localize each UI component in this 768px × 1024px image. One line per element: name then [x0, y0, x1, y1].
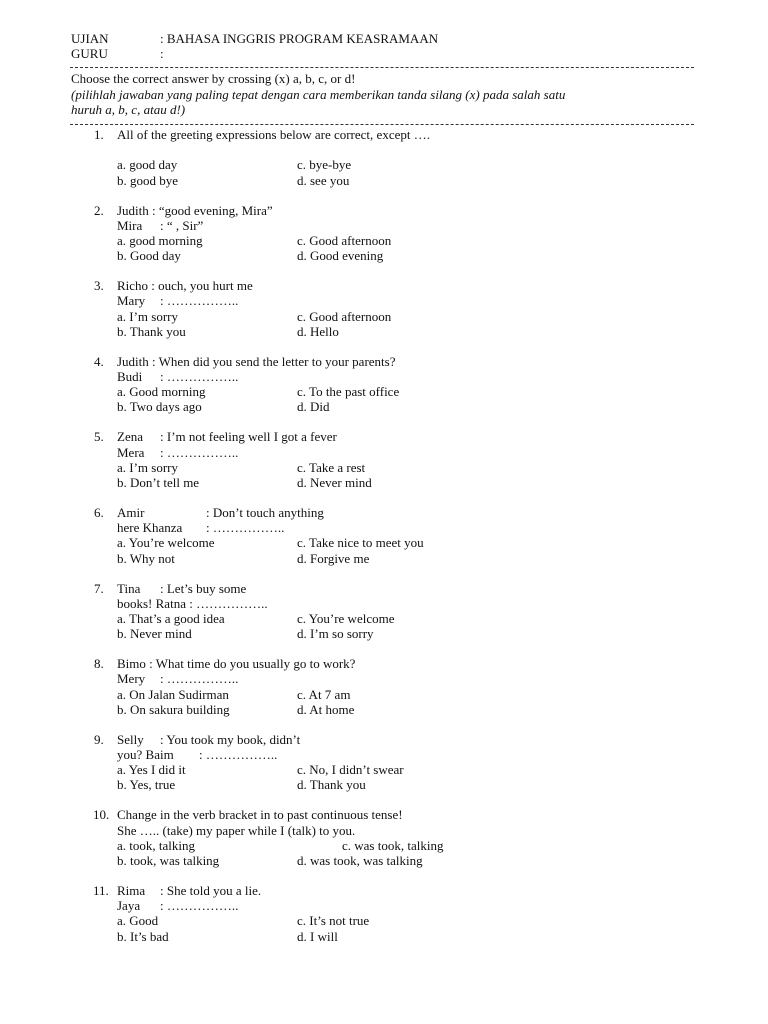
question-line-1-continued: : She told you a lie. — [160, 883, 262, 898]
question-line-2: Jaya — [117, 898, 141, 914]
option-a: a. You’re welcome — [117, 535, 215, 551]
question-number: 5. — [94, 429, 104, 445]
divider-top — [70, 67, 694, 68]
option-a: a. I’m sorry — [117, 308, 179, 324]
question-number: 3. — [94, 278, 104, 294]
option-a: a. On Jalan Sudirman — [117, 686, 229, 702]
option-d: d. Thank you — [297, 777, 366, 793]
option-b: b. Thank you — [117, 323, 186, 339]
question-number: 6. — [94, 505, 104, 520]
divider-bottom — [70, 124, 694, 125]
question-line-1: All of the greeting expressions below are correct, except …. — [117, 127, 430, 142]
teacher-label: GURU — [71, 46, 108, 61]
instruction-english: Choose the correct answer by crossing (x) a, b, c, or d! — [71, 71, 356, 86]
instruction-indonesian-2: huruh a, b, c, atau d!) — [71, 102, 186, 117]
question-line-1: Change in the verb bracket in to past continuous tense! — [117, 807, 403, 823]
question-line-1-continued: : Let’s buy some — [160, 580, 247, 596]
question-number: 7. — [94, 580, 104, 596]
question-line-1: Selly — [117, 731, 144, 747]
option-b: b. On sakura building — [117, 701, 230, 717]
question-line-1-continued: : I’m not feeling well I got a fever — [160, 429, 337, 445]
question-line-2-continued: : …………….. — [160, 671, 239, 687]
option-c: c. bye-bye — [297, 157, 352, 173]
option-d: d. I will — [297, 928, 338, 944]
option-b: b. good bye — [117, 172, 179, 188]
option-d: d. Did — [297, 399, 330, 415]
teacher-value: : — [160, 46, 164, 61]
option-a: a. took, talking — [117, 837, 195, 853]
option-a: a. Good morning — [117, 384, 206, 400]
question-number: 8. — [94, 656, 104, 672]
question-number: 10. — [93, 807, 110, 823]
question-number: 2. — [94, 202, 104, 218]
option-d: d. see you — [297, 172, 350, 188]
question-number: 9. — [94, 731, 104, 747]
option-a: a. good morning — [117, 232, 203, 248]
question-line-2-continued: : …………….. — [160, 898, 239, 914]
option-a: a. That’s a good idea — [117, 610, 225, 626]
option-c: c. was took, talking — [342, 837, 444, 853]
question-line-1: Richo : ouch, you hurt me — [117, 278, 253, 294]
option-c: c. Take a rest — [297, 459, 366, 475]
question-line-2-continued: : …………….. — [160, 368, 239, 384]
question-line-1: Tina — [117, 580, 141, 596]
option-d: d. At home — [297, 701, 355, 717]
option-b: b. Yes, true — [117, 777, 176, 793]
option-c: c. To the past office — [297, 384, 400, 400]
question-line-2-continued: : …………….. — [206, 520, 285, 536]
option-b: b. It’s bad — [117, 928, 169, 944]
instruction-indonesian-1: (pilihlah jawaban yang paling tepat dengan cara memberikan tanda silang (x) pada salah satu — [71, 87, 566, 102]
question-line-2: you? Baim — [117, 746, 174, 762]
question-line-2-continued: : …………….. — [160, 293, 239, 309]
option-d: d. I’m so sorry — [297, 626, 374, 642]
option-c: c. You’re welcome — [297, 610, 395, 626]
question-line-2: She ….. (take) my paper while I (talk) to you. — [117, 822, 356, 838]
question-line-1: Zena — [117, 429, 143, 445]
option-a: a. I’m sorry — [117, 459, 179, 475]
question-line-2-continued: : …………….. — [160, 444, 239, 460]
question-line-2-continued: : “ , Sir” — [160, 217, 204, 233]
question-line-2-continued: : …………….. — [199, 746, 278, 762]
option-c: c. Good afternoon — [297, 308, 392, 324]
option-b: b. Why not — [117, 550, 175, 566]
question-line-2: Mira — [117, 217, 143, 233]
option-b: b. Don’t tell me — [117, 474, 200, 490]
option-d: d. Never mind — [297, 474, 372, 490]
question-line-2: Mery — [117, 671, 146, 687]
option-c: c. At 7 am — [297, 686, 351, 702]
option-b: b. took, was talking — [117, 852, 220, 868]
question-line-2: books! Ratna : …………….. — [117, 595, 268, 611]
option-c: c. Good afternoon — [297, 232, 392, 248]
question-line-1: Judith : “good evening, Mira” — [117, 202, 273, 218]
exam-subject: : BAHASA INGGRIS PROGRAM KEASRAMAAN — [160, 31, 439, 46]
question-line-1: Bimo : What time do you usually go to work? — [117, 656, 356, 672]
question-line-1: Amir — [117, 505, 145, 520]
question-line-1-continued: : You took my book, didn’t — [160, 731, 301, 747]
option-b: b. Two days ago — [117, 399, 202, 415]
question-line-2: here Khanza — [117, 520, 183, 536]
option-d: d. Hello — [297, 323, 339, 339]
question-number: 1. — [94, 127, 104, 142]
question-line-1: Judith : When did you send the letter to your parents? — [117, 353, 396, 369]
option-d: d. was took, was talking — [297, 852, 423, 868]
option-d: d. Forgive me — [297, 550, 370, 566]
option-b: b. Good day — [117, 248, 181, 264]
question-line-2: Mera — [117, 444, 145, 460]
question-line-2: Mary — [117, 293, 146, 309]
question-line-1-continued: : Don’t touch anything — [206, 505, 324, 520]
option-a: a. Yes I did it — [117, 762, 186, 778]
option-a: a. good day — [117, 157, 178, 173]
option-d: d. Good evening — [297, 248, 384, 264]
option-c: c. Take nice to meet you — [297, 535, 424, 551]
option-a: a. Good — [117, 913, 159, 929]
question-number: 11. — [93, 883, 109, 898]
exam-label: UJIAN — [71, 31, 109, 46]
question-line-2: Budi — [117, 368, 143, 384]
question-line-1: Rima — [117, 883, 146, 898]
option-b: b. Never mind — [117, 626, 192, 642]
option-c: c. It’s not true — [297, 913, 370, 929]
option-c: c. No, I didn’t swear — [297, 762, 404, 778]
question-number: 4. — [94, 353, 104, 369]
